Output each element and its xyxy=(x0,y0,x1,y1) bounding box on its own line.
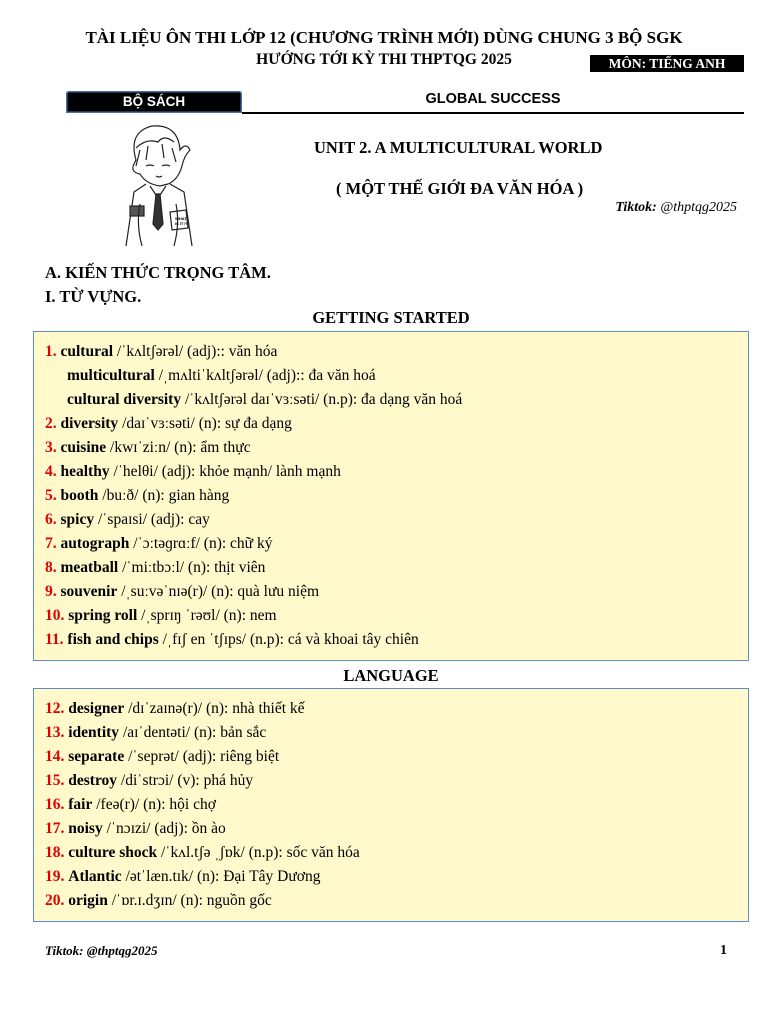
vocab-definition: /ˈhelθi/ (adj): khỏe mạnh/ lành mạnh xyxy=(109,463,341,480)
vocab-number: 17. xyxy=(45,820,65,837)
vocab-definition: /ˈkʌl.tʃə ˌʃɒk/ (n.p): sốc văn hóa xyxy=(157,844,360,861)
book-name: GLOBAL SUCCESS xyxy=(425,91,561,107)
vocab-definition: /diˈstrɔi/ (v): phá hủy xyxy=(117,772,254,789)
vocab-item xyxy=(67,367,376,385)
vocab-definition: /aɪˈdentəti/ (n): bản sắc xyxy=(119,724,267,741)
vocab-number: 4. xyxy=(45,463,57,480)
tiktok-label: Tiktok: xyxy=(615,200,657,215)
vocab-number: 19. xyxy=(45,868,65,885)
vocab-definition: /ˈɒr.ɪ.dʒɪn/ (n): nguồn gốc xyxy=(107,892,272,909)
header-rule xyxy=(242,112,744,114)
vocab-item xyxy=(45,748,279,766)
vocab-word: fish and chips xyxy=(67,631,159,648)
vocab-definition: /ˈɔːtəɡrɑːf/ (n): chữ ký xyxy=(129,535,273,552)
vocab-number: 14. xyxy=(45,748,65,765)
vocab-definition: /ˈspaɪsi/ (adj): cay xyxy=(94,511,210,528)
vocab-number: 1. xyxy=(45,343,57,360)
getting-started-vocab-box xyxy=(33,331,749,661)
subject-badge: MÔN: TIẾNG ANH xyxy=(590,55,744,72)
vocab-number: 20. xyxy=(45,892,65,909)
vocab-word: booth xyxy=(60,487,99,504)
vocab-number: 13. xyxy=(45,724,65,741)
vocab-item xyxy=(45,415,292,433)
vocab-item xyxy=(45,724,266,742)
tiktok-handle xyxy=(615,200,737,216)
language-vocab-box xyxy=(33,688,749,922)
vocab-number: 5. xyxy=(45,487,57,504)
shirt-text: WHAT IS IT?! xyxy=(174,216,188,226)
vocab-number: 8. xyxy=(45,559,57,576)
vocab-number: 2. xyxy=(45,415,57,432)
book-series-tab: BỘ SÁCH xyxy=(66,91,242,113)
vocab-number: 16. xyxy=(45,796,65,813)
vocab-word: healthy xyxy=(60,463,110,480)
vocab-definition: /ˌsprɪŋ ˈrəʊl/ (n): nem xyxy=(137,607,277,624)
vocab-item xyxy=(45,796,216,814)
vocab-definition: /ˌfɪʃ en ˈtʃɪps/ (n.p): cá và khoai tây chiên xyxy=(158,631,419,648)
vocab-item xyxy=(45,343,277,361)
vocab-word: noisy xyxy=(68,820,103,837)
page-number: 1 xyxy=(720,943,727,958)
vocab-definition: /dɪˈzaɪnə(r)/ (n): nhà thiết kế xyxy=(124,700,305,717)
anime-character-illustration xyxy=(106,120,202,252)
language-heading: LANGUAGE xyxy=(343,666,439,685)
vocab-item xyxy=(45,559,265,577)
vocab-definition: /ˌmʌltiˈkʌltʃərəl/ (adj):: đa văn hoá xyxy=(154,367,376,384)
footer-tiktok: Tiktok: @thptqg2025 xyxy=(45,943,158,958)
vocab-word: spring roll xyxy=(68,607,138,624)
vocab-item xyxy=(45,892,272,910)
tiktok-handle-text: @thptqg2025 xyxy=(656,200,737,215)
vocab-number: 18. xyxy=(45,844,65,861)
section-i-heading: I. TỪ VỰNG. xyxy=(45,287,142,306)
vocab-number: 15. xyxy=(45,772,65,789)
vocab-item xyxy=(67,391,462,409)
unit-title: UNIT 2. A MULTICULTURAL WORLD xyxy=(314,138,603,157)
vocab-definition: /ˈkʌltʃərəl/ (adj):: văn hóa xyxy=(113,343,278,360)
vocab-item xyxy=(45,439,251,457)
vocab-item xyxy=(45,772,253,790)
document-title-line1: TÀI LIỆU ÔN THI LỚP 12 (CHƯƠNG TRÌNH MỚI) DÙNG CHUNG 3 BỘ SGK xyxy=(85,28,683,47)
vocab-number: 3. xyxy=(45,439,57,456)
vocab-word: fair xyxy=(68,796,93,813)
vocab-definition: /kwɪˈziːn/ (n): ẩm thực xyxy=(106,439,251,456)
vocab-word: souvenir xyxy=(60,583,118,600)
vocab-item xyxy=(45,631,419,649)
vocab-item xyxy=(45,583,319,601)
vocab-word: cultural xyxy=(60,343,114,360)
vocab-word: diversity xyxy=(60,415,119,432)
vocab-item xyxy=(45,868,320,886)
vocab-word: origin xyxy=(68,892,108,909)
vocab-item xyxy=(45,535,272,553)
vocab-definition: /ətˈlæn.tɪk/ (n): Đại Tây Dương xyxy=(121,868,321,885)
vocab-item xyxy=(45,820,226,838)
vocab-word: identity xyxy=(68,724,120,741)
getting-started-heading: GETTING STARTED xyxy=(312,308,470,327)
vocab-word: culture shock xyxy=(68,844,158,861)
vocab-word: multicultural xyxy=(67,367,155,384)
vocab-item xyxy=(45,844,360,862)
unit-subtitle: ( MỘT THẾ GIỚI ĐA VĂN HÓA ) xyxy=(336,179,584,198)
vocab-number: 6. xyxy=(45,511,57,528)
vocab-word: cuisine xyxy=(60,439,107,456)
vocab-definition: /buːð/ (n): gian hàng xyxy=(98,487,230,504)
vocab-word: designer xyxy=(68,700,125,717)
vocab-definition: /ˈkʌltʃərəl daɪˈvɜːsəti/ (n.p): đa dạng văn hoá xyxy=(181,391,463,408)
vocab-word: Atlantic xyxy=(68,868,122,885)
vocab-item xyxy=(45,607,277,625)
vocab-number: 10. xyxy=(45,607,65,624)
vocab-word: meatball xyxy=(60,559,119,576)
vocab-item xyxy=(45,463,341,481)
vocab-number: 7. xyxy=(45,535,57,552)
vocab-definition: /ˌsuːvəˈnɪə(r)/ (n): quà lưu niệm xyxy=(117,583,320,600)
document-title-line2: HƯỚNG TỚI KỲ THI THPTQG 2025 xyxy=(256,51,512,68)
vocab-item xyxy=(45,511,210,529)
vocab-definition: /ˈseprət/ (adj): riêng biệt xyxy=(124,748,280,765)
vocab-word: cultural diversity xyxy=(67,391,182,408)
vocab-word: autograph xyxy=(60,535,130,552)
vocab-definition: /feə(r)/ (n): hội chợ xyxy=(92,796,216,813)
vocab-definition: /daɪˈvɜːsəti/ (n): sự đa dạng xyxy=(118,415,292,432)
vocab-item xyxy=(45,487,229,505)
vocab-number: 12. xyxy=(45,700,65,717)
vocab-number: 9. xyxy=(45,583,57,600)
vocab-word: spicy xyxy=(60,511,95,528)
vocab-definition: /ˈnɔɪzi/ (adj): ồn ào xyxy=(102,820,226,837)
vocab-word: separate xyxy=(68,748,125,765)
vocab-word: destroy xyxy=(68,772,118,789)
vocab-item xyxy=(45,700,305,718)
section-a-heading: A. KIẾN THỨC TRỌNG TÂM. xyxy=(45,263,271,282)
vocab-definition: /ˈmiːtbɔːl/ (n): thịt viên xyxy=(118,559,266,576)
vocab-number: 11. xyxy=(45,631,64,648)
